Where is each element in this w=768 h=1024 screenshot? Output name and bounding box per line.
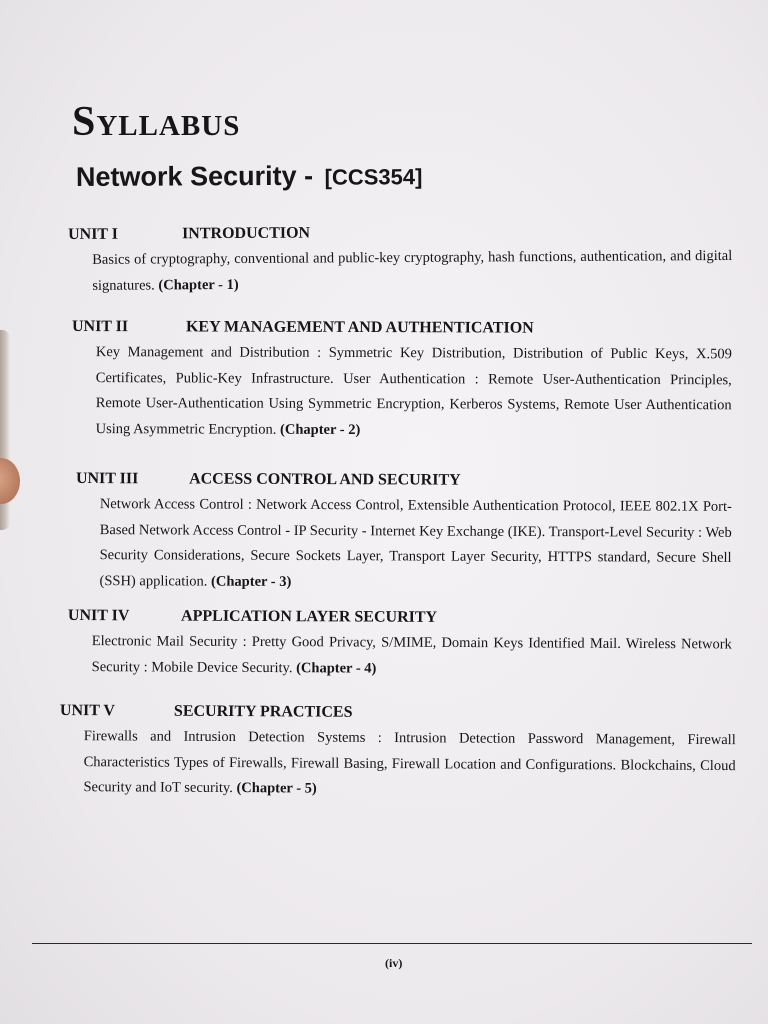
- unit-3-body: [99, 492, 731, 597]
- unit-2-text: Key Management and Distribution : Symmetric Key Distribution, Distribution of Public Keys, X.509 Certificates, Public-Key Infrastructure. User Authentication : Remote User-Authentication Principles, Remote User-Authentication Using Symmetric Encryption, Kerberos Systems, Remote User Authentication Using Asymmetric Encryption.: [95, 344, 732, 438]
- unit-3-header: [76, 470, 732, 491]
- page-title: Syllabus: [72, 99, 241, 145]
- unit-3-chapter: (Chapter - 3): [211, 573, 292, 590]
- unit-1-text: Basics of cryptography, conventional and public-key cryptography, hash functions, authentication, and digital signatures.: [92, 247, 733, 294]
- unit-1-header: [68, 222, 732, 244]
- unit-1-label: UNIT I: [68, 225, 119, 243]
- unit-2-label: UNIT II: [71, 318, 129, 336]
- course-code: [CCS354]: [324, 164, 423, 190]
- unit-4-chapter: (Chapter - 4): [296, 659, 377, 677]
- unit-5-heading: SECURITY PRACTICES: [173, 702, 353, 721]
- unit-3-text: Network Access Control : Network Access Control, Extensible Authentication Protocol, IEEE 802.1X Port-Based Network Access Control - IP Security - Internet Key Exchange (IKE). Transport-Level Security : Web Security Considerations, Secure Sockets Layer, Transport Layer Security, HTTPS standard, Secure Shell (SSH) application.: [99, 496, 732, 590]
- unit-2-header: [72, 318, 732, 338]
- unit-1-heading: INTRODUCTION: [181, 224, 311, 243]
- unit-3-label: UNIT III: [75, 470, 139, 488]
- unit-2-heading: KEY MANAGEMENT AND AUTHENTICATION: [185, 318, 534, 337]
- course-name: Network Security -: [75, 160, 314, 192]
- unit-4: [68, 607, 732, 683]
- unit-4-body: [92, 629, 732, 683]
- unit-2-body: [96, 340, 732, 444]
- unit-1: [68, 222, 732, 299]
- unit-4-label: UNIT IV: [67, 607, 130, 625]
- unit-1-body: [92, 244, 732, 299]
- unit-5-header: [60, 702, 736, 724]
- unit-2: [72, 318, 732, 444]
- unit-5-body: [83, 724, 735, 804]
- course-title: [76, 160, 423, 193]
- unit-5-label: UNIT V: [59, 702, 115, 720]
- page-number: (iv): [385, 956, 403, 970]
- unit-1-chapter: (Chapter - 1): [158, 276, 239, 293]
- unit-3-heading: ACCESS CONTROL AND SECURITY: [189, 470, 461, 489]
- unit-4-text: Electronic Mail Security : Pretty Good Privacy, S/MIME, Domain Keys Identified Mail. Wireless Network Security : Mobile Device Security.: [91, 633, 732, 676]
- unit-2-chapter: (Chapter - 2): [280, 421, 361, 438]
- unit-4-header: [68, 607, 732, 628]
- unit-5-chapter: (Chapter - 5): [236, 780, 317, 797]
- unit-5: [59, 702, 736, 805]
- footer-divider: [32, 943, 752, 944]
- thumb-photo-artifact: [0, 458, 20, 504]
- unit-3: [75, 470, 732, 597]
- unit-5-text: Firewalls and Intrusion Detection Systems : Intrusion Detection Password Management, Firewall Characteristics Types of Firewalls, Firewall Basing, Firewall Location and Configurations. Blockchains, Cloud Security and IoT security.: [83, 728, 736, 797]
- unit-4-heading: APPLICATION LAYER SECURITY: [181, 607, 438, 626]
